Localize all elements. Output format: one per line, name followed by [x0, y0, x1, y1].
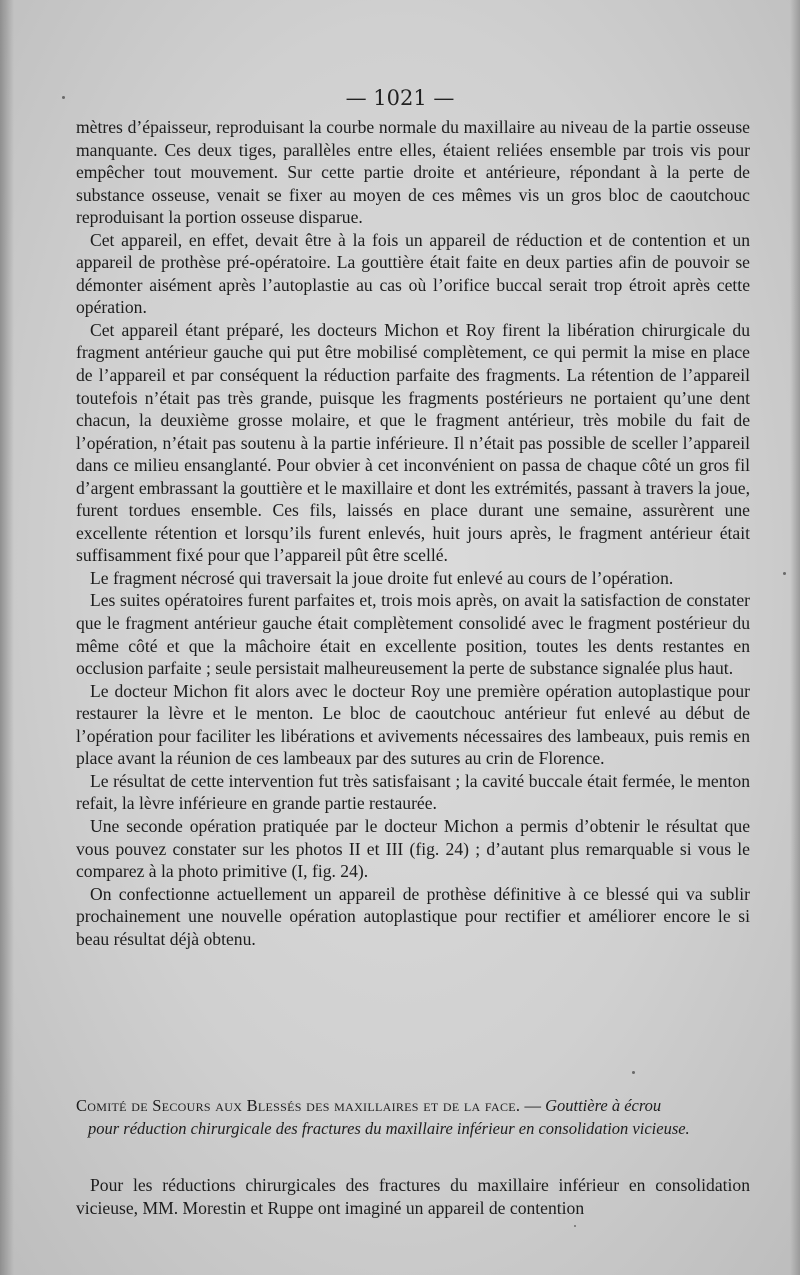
paragraph: Pour les réductions chirurgicales des fractures du maxillaire inférieur en consolidation vicieuse, MM. Morestin et Ruppe ont imaginé un appareil de contention: [76, 1175, 750, 1218]
paragraph: Le fragment nécrosé qui traversait la joue droite fut enlevé au cours de l’opération.: [90, 567, 674, 588]
paragraph: Cet appareil, en effet, devait être à la fois un appareil de réduction et de contention et un appareil de prothèse pré-opératoire. La gouttière était faite en deux parties afin de pouvoir se démonter aisément après l’autoplastie au cas où l’orifice buccal serait trop étroit après cette opération.: [76, 229, 750, 318]
section-title-start: Gouttière à écrou: [545, 1096, 662, 1115]
scan-speck: [574, 1225, 576, 1227]
section-body: [76, 1174, 750, 1219]
section-heading: [76, 1095, 750, 1140]
paragraph: Une seconde opération pratiquée par le docteur Michon a permis d’obtenir le résultat que vous pouvez constater sur les photos II et III (fig. 24) ; d’autant plus remarquable si vous le comparez à la photo primitive (I, fig. 24).: [76, 815, 750, 882]
paragraph: Le résultat de cette intervention fut très satisfaisant ; la cavité buccale était fermée, le menton refait, la lèvre inférieure en grande partie restaurée.: [76, 770, 750, 814]
paragraph: On confectionne actuellement un appareil de prothèse définitive à ce blessé qui va sublir prochainement une nouvelle opération autoplastique pour rectifier et améliorer encore le si beau résultat déjà obtenu.: [76, 883, 750, 949]
paragraph: mètres d’épaisseur, reproduisant la courbe normale du maxillaire au niveau de la partie osseuse manquante. Ces deux tiges, parallèles entre elles, étaient reliées ensemble par trois vis pour empêcher tout mouvement. Sur cette partie droite et antérieure, répondant à la perte de substance osseuse, venait se fixer au moyen de ces mêmes vis un gros bloc de caoutchouc reproduisant la portion osseuse disparue.: [76, 117, 750, 228]
section-organization: Comité de Secours aux Blessés des maxillaires et de la face.: [76, 1096, 521, 1115]
paragraph: Les suites opératoires furent parfaites et, trois mois après, on avait la satisfaction de constater que le fragment antérieur gauche était complètement consolidé avec le fragment postérieur du même côté et que la mâchoire était en excellente position, toutes les dents restantes en occlusion parfaite ; seule persistait malheureusement la perte de substance signalée plus haut.: [76, 590, 750, 679]
scan-speck: [632, 1071, 635, 1074]
page-number: — 1021 —: [345, 86, 455, 110]
scan-shadow-right: [790, 0, 800, 1275]
section-title-rest: pour réduction chirurgicale des fractures du maxillaire inférieur en consolidation vicieuse.: [88, 1118, 690, 1138]
paragraph: Cet appareil étant préparé, les docteurs Michon et Roy firent la libération chirurgicale du fragment antérieur gauche qui put être mobilisé complètement, ce qui permit la mise en place de l’appareil et par conséquent la réduction parfaite des fragments. La rétention de l’appareil toutefois n’était pas très grande, puisque les fragments postérieurs ne portaient qu’une dent chacun, la deuxième grosse molaire, et que le fragment antérieur, très mobile du fait de l’opération, n’était pas soutenu à la partie inférieure. Il n’était pas possible de sceller l’appareil dans ce milieu ensanglanté. Pour obvier à cet inconvénient on passa de chaque côté un gros fil d’argent embrassant la gouttière et le maxillaire et dont les extrémités, passant à travers la joue, furent tordues ensemble. Ces fils, laissés en place durant une semaine, assurèrent une excellente rétention et lorsqu’ils furent enlevés, huit jours après, le fragment antérieur était suffisamment fixé pour que l’appareil pût être scellé.: [76, 319, 750, 566]
scan-shadow-left: [0, 0, 14, 1275]
body-text: [76, 116, 750, 950]
scan-speck: [783, 572, 786, 575]
section-dash: —: [520, 1096, 546, 1115]
paragraph: Le docteur Michon fit alors avec le docteur Roy une première opération autoplastique pour restaurer la lèvre et le menton. Le bloc de caoutchouc antérieur fut enlevé au début de l’opération pour faciliter les libérations et avivements nécessaires des lambeaux, puis remis en place avant la réunion de ces lambeaux par des sutures au crin de Florence.: [76, 680, 750, 769]
